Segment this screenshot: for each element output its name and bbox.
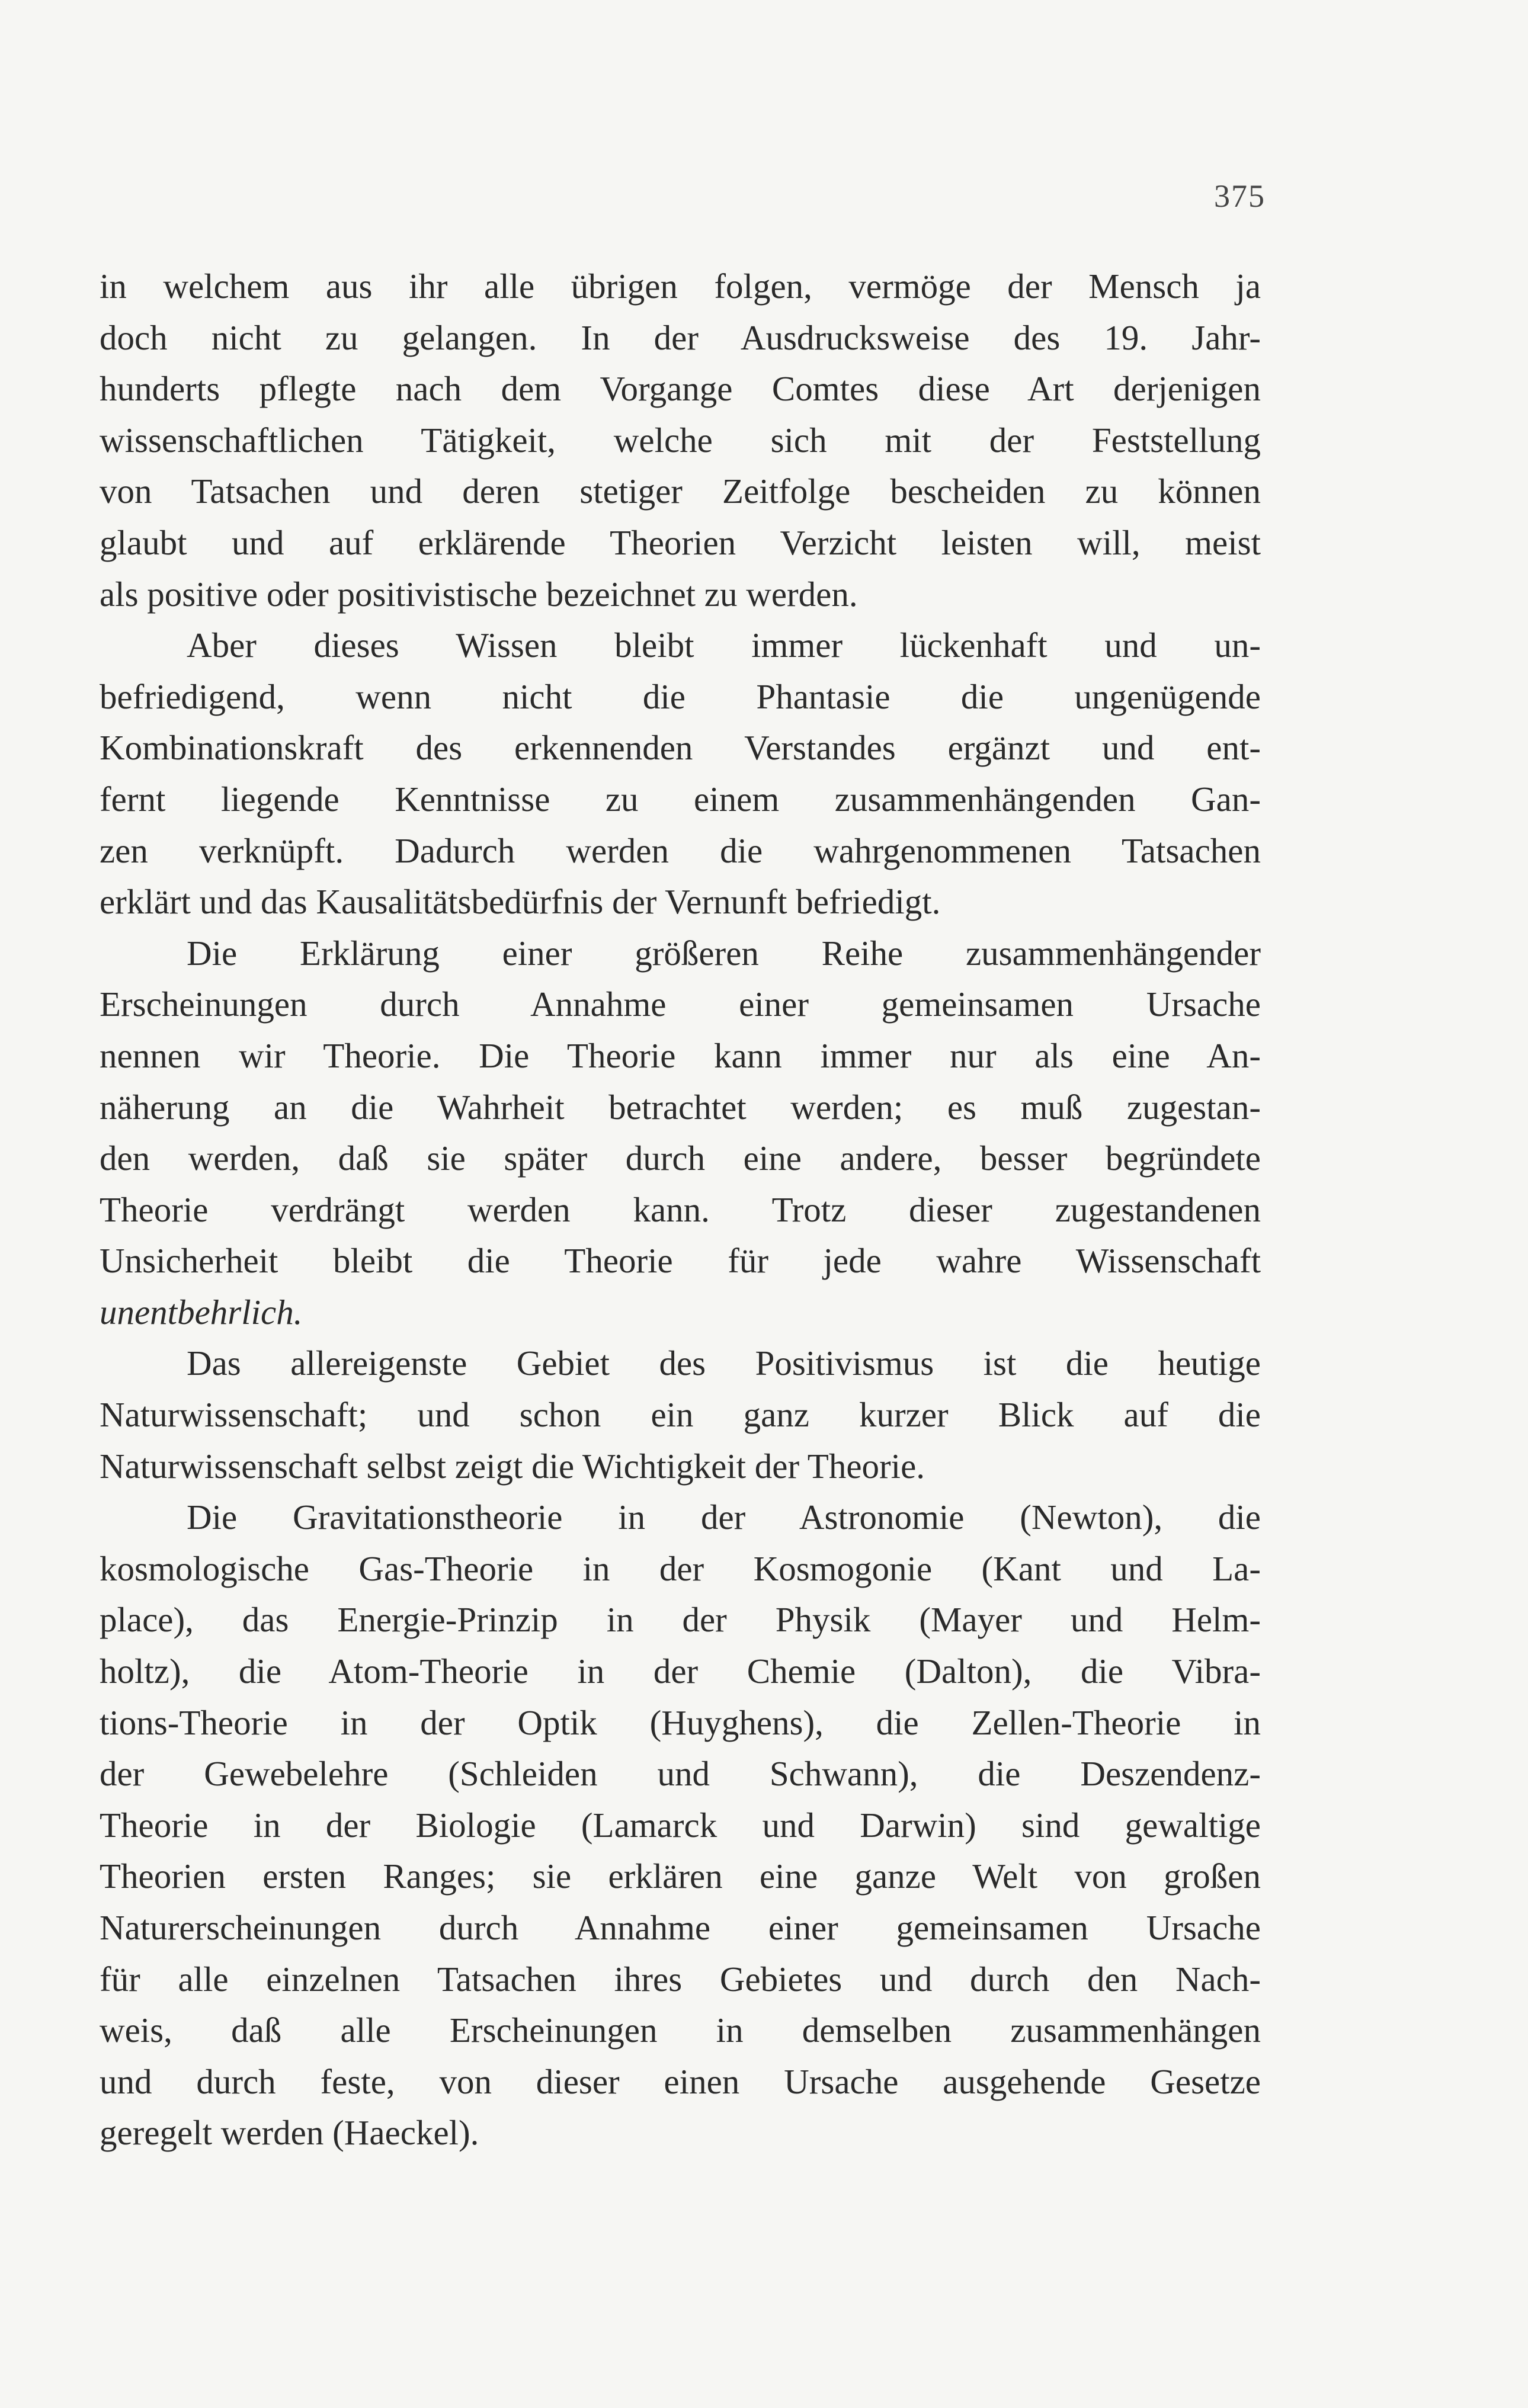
text-line: Aber dieses Wissen bleibt immer lückenhaft und un- (187, 626, 1261, 665)
text-line: von Tatsachen und deren stetiger Zeitfolge bescheiden zu können (100, 472, 1261, 511)
text-line: Das allereigenste Gebiet des Positivismus ist die heutige (187, 1344, 1261, 1383)
text-line: Naturwissenschaft selbst zeigt die Wichtigkeit der Theorie. (100, 1446, 925, 1486)
text-line: Theorien ersten Ranges; sie erklären eine ganze Welt von großen (100, 1856, 1261, 1896)
text-line: Theorie verdrängt werden kann. Trotz dieser zugestandenen (100, 1189, 1261, 1229)
text-line: geregelt werden (Haeckel). (100, 2113, 479, 2153)
paragraph-1 (100, 261, 1261, 620)
text-line: fernt liegende Kenntnisse zu einem zusammenhängenden Gan- (100, 779, 1261, 819)
text-line: erklärt und das Kausalitätsbedürfnis der Vernunft befriedigt. (100, 882, 941, 922)
text-line: näherung an die Wahrheit betrachtet werden; es muß zugestan- (100, 1087, 1261, 1127)
text-line: Die Erklärung einer größeren Reihe zusammenhängender (187, 933, 1261, 973)
text-line: Die Gravitationstheorie in der Astronomie (Newton), die (187, 1498, 1261, 1537)
text-line: Naturwissenschaft; und schon ein ganz kurzer Blick auf die (100, 1395, 1261, 1435)
text-line: holtz), die Atom-Theorie in der Chemie (Dalton), die Vibra- (100, 1652, 1261, 1691)
text-line: zen verknüpft. Dadurch werden die wahrgenommenen Tatsachen (100, 831, 1261, 870)
text-line: hunderts pflegte nach dem Vorgange Comtes diese Art derjenigen (100, 369, 1261, 409)
text-line: befriedigend, wenn nicht die Phantasie die ungenügende (100, 676, 1261, 716)
text-line: doch nicht zu gelangen. In der Ausdrucksweise des 19. Jahr- (100, 318, 1261, 357)
text-line: nennen wir Theorie. Die Theorie kann immer nur als eine An- (100, 1035, 1261, 1075)
text-line: und durch feste, von dieser einen Ursache ausgehende Gesetze (100, 2061, 1261, 2101)
paragraph-4 (100, 1338, 1261, 1492)
text-line: als positive oder positivistische bezeichnet zu werden. (100, 574, 858, 614)
text-line: place), das Energie-Prinzip in der Physik (Mayer und Helm- (100, 1600, 1261, 1640)
text-line: weis, daß alle Erscheinungen in demselben zusammenhängen (100, 2011, 1261, 2050)
text-line: Kombinationskraft des erkennenden Verstandes ergänzt und ent- (100, 728, 1261, 768)
text-line: Naturerscheinungen durch Annahme einer gemeinsamen Ursache (100, 1908, 1261, 1947)
text-line: unentbehrlich. (100, 1292, 303, 1332)
page-number: 375 (1214, 178, 1266, 214)
paragraph-2 (100, 620, 1261, 928)
text-line: Theorie in der Biologie (Lamarck und Darwin) sind gewaltige (100, 1805, 1261, 1845)
text-line: den werden, daß sie später durch eine andere, besser begründete (100, 1139, 1261, 1178)
text-line: tions-Theorie in der Optik (Huyghens), die Zellen-Theorie in (100, 1702, 1261, 1742)
paragraph-5 (100, 1492, 1261, 2159)
text-line: Unsicherheit bleibt die Theorie für jede wahre Wissenschaft (100, 1241, 1261, 1281)
text-line: der Gewebelehre (Schleiden und Schwann), die Deszendenz- (100, 1754, 1261, 1794)
text-line: glaubt und auf erklärende Theorien Verzicht leisten will, meist (100, 522, 1261, 562)
text-line: Erscheinungen durch Annahme einer gemeinsamen Ursache (100, 985, 1261, 1024)
text-line: wissenschaftlichen Tätigkeit, welche sich mit der Feststellung (100, 420, 1261, 460)
text-line: für alle einzelnen Tatsachen ihres Gebietes und durch den Nach- (100, 1959, 1261, 1999)
text-line: in welchem aus ihr alle übrigen folgen, vermöge der Mensch ja (100, 267, 1261, 306)
body-text (100, 261, 1261, 2159)
paragraph-3 (100, 928, 1261, 1338)
text-line: kosmologische Gas-Theorie in der Kosmogonie (Kant und La- (100, 1548, 1261, 1588)
